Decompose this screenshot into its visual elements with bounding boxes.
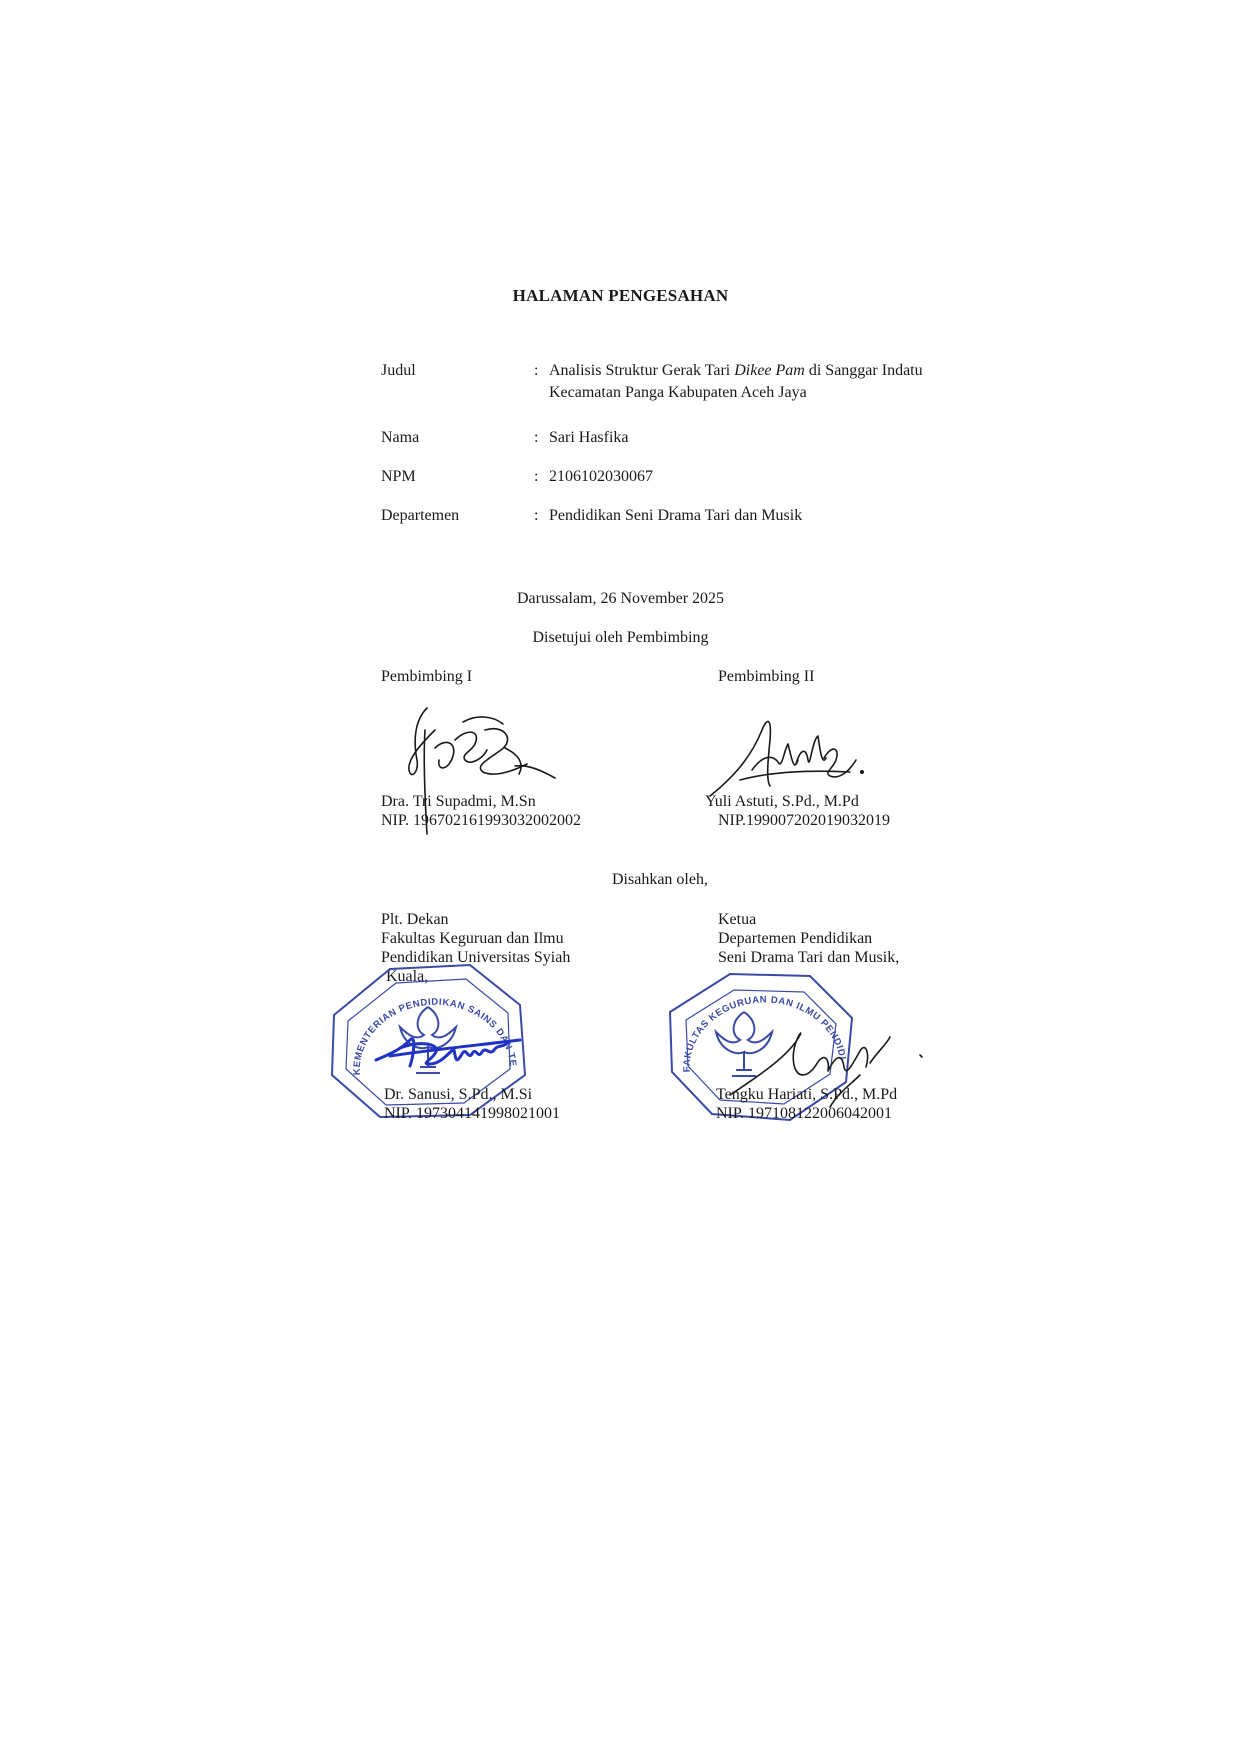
judul-text-italic: Dikee Pam [734, 362, 805, 379]
dekan-role-line-2: Fakultas Keguruan dan Ilmu [381, 930, 564, 947]
pembimbing-2-name: Yuli Astuti, S.Pd., M.Pd [705, 793, 859, 810]
dekan-signature [370, 1020, 530, 1080]
place-date: Darussalam, 26 November 2025 [516, 590, 725, 607]
judul-text-suffix: di Sanggar Indatu Kecamatan Panga Kabupaten Aceh Jaya [549, 362, 923, 401]
field-colon: : [534, 507, 539, 524]
ketua-name: Tengku Hariati, S.Pd., M.Pd [716, 1086, 898, 1103]
pembimbing-2-role: Pembimbing II [718, 668, 815, 685]
dekan-name: Dr. Sanusi, S.Pd., M.Si [384, 1086, 533, 1103]
field-value-npm: 2106102030067 [549, 468, 653, 485]
field-colon: : [534, 429, 539, 446]
field-value-judul [549, 360, 929, 404]
dekan-role-line-1: Plt. Dekan [381, 911, 449, 928]
dekan-nip: NIP. 197304141998021001 [384, 1105, 561, 1122]
pembimbing-1-nip: NIP. 196702161993032002002 [381, 812, 582, 829]
field-label-nama: Nama [381, 429, 420, 446]
page-title: HALAMAN PENGESAHAN [512, 286, 729, 305]
ketua-role-line-1: Ketua [718, 911, 757, 928]
field-label-judul: Judul [381, 362, 416, 379]
dekan-role-line-4: Kuala, [386, 968, 429, 985]
pembimbing-1-name: Dra. Tri Supadmi, M.Sn [381, 793, 536, 810]
pembimbing-2-nip: NIP.199007202019032019 [718, 812, 891, 829]
approved-by-label: Disetujui oleh Pembimbing [532, 629, 709, 646]
field-label-departemen: Departemen [381, 507, 460, 524]
ketua-nip: NIP. 197108122006042001 [716, 1105, 893, 1122]
dekan-role-line-3: Pendidikan Universitas Syiah [381, 949, 571, 966]
field-colon: : [534, 468, 539, 485]
field-value-nama: Sari Hasfika [549, 429, 629, 446]
field-colon: : [534, 362, 539, 379]
stamp-2-text: FAKULTAS KEGURUAN DAN ILMU PENDIDIKAN [656, 954, 848, 1073]
ketua-role-line-2: Departemen Pendidikan [718, 930, 873, 947]
judul-text-prefix: Analisis Struktur Gerak Tari [549, 362, 735, 379]
field-value-departemen: Pendidikan Seni Drama Tari dan Musik [549, 507, 803, 524]
ketua-role-line-3: Seni Drama Tari dan Musik, [718, 949, 900, 966]
ratified-by-label: Disahkan oleh, [612, 871, 708, 888]
pembimbing-1-role: Pembimbing I [381, 668, 473, 685]
field-label-npm: NPM [381, 468, 416, 485]
stamp-1-text: KEMENTERIAN PENDIDIKAN SAINS DAN TEKNOLOGI UNIVERSITAS SYIAH KUALA [316, 947, 519, 1076]
